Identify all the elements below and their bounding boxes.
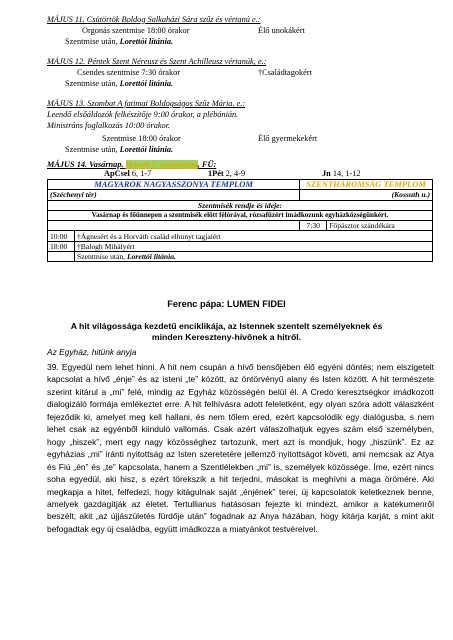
entry-3-intention: Élő gyermekekért [258, 134, 318, 143]
article-paragraph [47, 361, 434, 535]
entry-2-header: MÁJUS 12. Péntek Szent Néreusz és Szent Achilleusz vértanúk, e.: [47, 57, 267, 66]
entry-1-after [65, 37, 173, 47]
schedule-after [75, 252, 433, 262]
reading-book: Jn [322, 169, 331, 178]
schedule-row-empty [48, 221, 300, 231]
entry-3-note-2: Ministráns foglalkozás 10:00 órakor. [47, 121, 171, 130]
right-church-place: (Kossuth u.) [300, 190, 433, 200]
reading-ref: 14, 1-12 [332, 169, 361, 178]
schedule-intention: †Balogh Mihályért [75, 241, 433, 251]
mass-schedule-table [47, 179, 433, 262]
after-label: Szentmise után, [65, 145, 120, 154]
litany-label: Lorettói litánia. [119, 37, 174, 46]
reading-ref: 6, 1-7 [131, 169, 152, 178]
order-note: Vasárnap és főünnepen a szentmisék előtt félórával, rózsafüzért imádkozunk egyházközségünkért. [48, 210, 433, 220]
sunday-feast: Húsvét 5. vasárnapja [125, 160, 198, 169]
article-paragraph-text: 39. Egyedül nem lehet hinni. A hit nem csupán a hívő bensőjében élő egyéni döntés; nem elszigetelt kapcsolat a hívő „énje” és az isteni „te” között, az öntörvényű alany és Isten között. A hit természete szerint kitárul a „mi” felé, mindig az Egyház közösségén belül él. A Credo keresztségkor imádkozott dialogizáló formája emlékeztet erre. A hit felhívásra adott feleletként, egy olyan szóra adott válaszként fejeződik ki, amelyet meg kell hallani, és nem tőlem ered, ezért kapcsolódik egy dialógusba, s nem lehet csak az egyénből kiinduló vallomás. Csak azért válaszolhatjuk egyes szám első személyben, hogy „hiszek”, mert egy nagy közösséghez tartozunk, mert azt is mondjuk, hogy „hiszünk”. Ez az egyházias „mi” iránti nyitottság az Isten szeretetére jellemző nyitottságot követi, ami nemcsak az Atya és Fiú „én” és „te” kapcsolata, hanem a Szentlélekben „mi” is, személyek közössége. Íme, ezért nincs soha egyedül, aki hisz, s ezért törekszik a hit terjedni, másokat is meghívni a maga örömére. Aki megkapja a hitet, felfedezi, hogy kitágulnak saját „énjének” terei, új kapcsolatok keletkeznek benne, amelyek gazdagítják az életet. Tertullianus hatásosan fejezte ki mindezt, amikor a katekumenről beszélt, akit „az újjászületés fürdője után” fogadnak az Anya házában, hogy kitárja karját, s mint akit befogadtak egy új családba, együtt imádkozza a miatyánkot testvéreivel. [47, 362, 434, 534]
reading-3 [322, 169, 361, 179]
entry-1-mass: Orgonás szentmise 18:00 órakor [82, 26, 190, 35]
entry-2-intention: †Családtagokért [258, 68, 312, 77]
order-title: Szentmisék rendje és ideje: [48, 200, 433, 210]
litany-label: Lorettói litánia. [119, 79, 174, 88]
reading-ref: 2, 4-9 [225, 169, 246, 178]
litany-label: Lorettói litánia. [119, 145, 174, 154]
reading-1 [104, 169, 151, 179]
entry-2-mass: Csendes szentmise 7:30 órakor [77, 68, 180, 77]
entry-3-mass: Szentmise 18:00 órakor [102, 134, 181, 143]
schedule-time: 18:00 [48, 241, 75, 251]
reading-book: ApCsel [104, 169, 130, 178]
reading-2 [208, 169, 245, 179]
schedule-intention: †Ágnesért és a Horváth család elhunyt tagjaiért [75, 231, 433, 241]
article-subtitle-1: A hit világossága kezdetű enciklikája, az Istennek szentelt személyeknek és [70, 321, 383, 331]
after-label: Szentmise után, [65, 37, 120, 46]
entry-1-header: MÁJUS 11. Csütörtök Boldog Salkaházi Sára szűz és vértanú e.: [47, 15, 261, 24]
entry-2-after [65, 79, 173, 89]
after-label: Szentmise után, [65, 79, 120, 88]
sunday-suffix: , FÜ: [197, 160, 217, 169]
section-title: Az Egyház, hitünk anyja [47, 347, 137, 357]
schedule-time: 10:00 [48, 231, 75, 241]
left-church-place: (Széchenyi tér) [48, 190, 300, 200]
article-author-title: Ferenc pápa: LUMEN FIDEI [167, 299, 286, 309]
right-church-name: SZENTHÁROMSÁG TEMPLOM [300, 180, 433, 190]
entry-3-header: MÁJUS 13. Szombat A fatimai Boldogságos Szűz Mária. e.: [47, 99, 246, 108]
sunday-prefix: MÁJUS 14. Vasárnap. [47, 160, 126, 169]
schedule-right-time: 7:30 [300, 221, 327, 231]
schedule-right-intention: Főpásztor szándékára [327, 221, 433, 231]
schedule-empty-cell [48, 252, 75, 262]
reading-book: 1Pét [208, 169, 224, 178]
left-church-name: MAGYAROK NAGYASSZONYA TEMPLOM [48, 180, 300, 190]
after-label: Szentmise után, [77, 252, 127, 262]
entry-1-intention: Élő unokákért [258, 26, 305, 35]
article-subtitle-2: minden Kereszteny-hívőnek a hitről. [151, 332, 302, 342]
entry-3-note-1: Leendő elsőáldozók felkészítője 9:00 órakor, a plébánián. [47, 110, 239, 119]
entry-3-after [65, 145, 173, 155]
litany-label: Lorettói litánia. [126, 252, 176, 262]
